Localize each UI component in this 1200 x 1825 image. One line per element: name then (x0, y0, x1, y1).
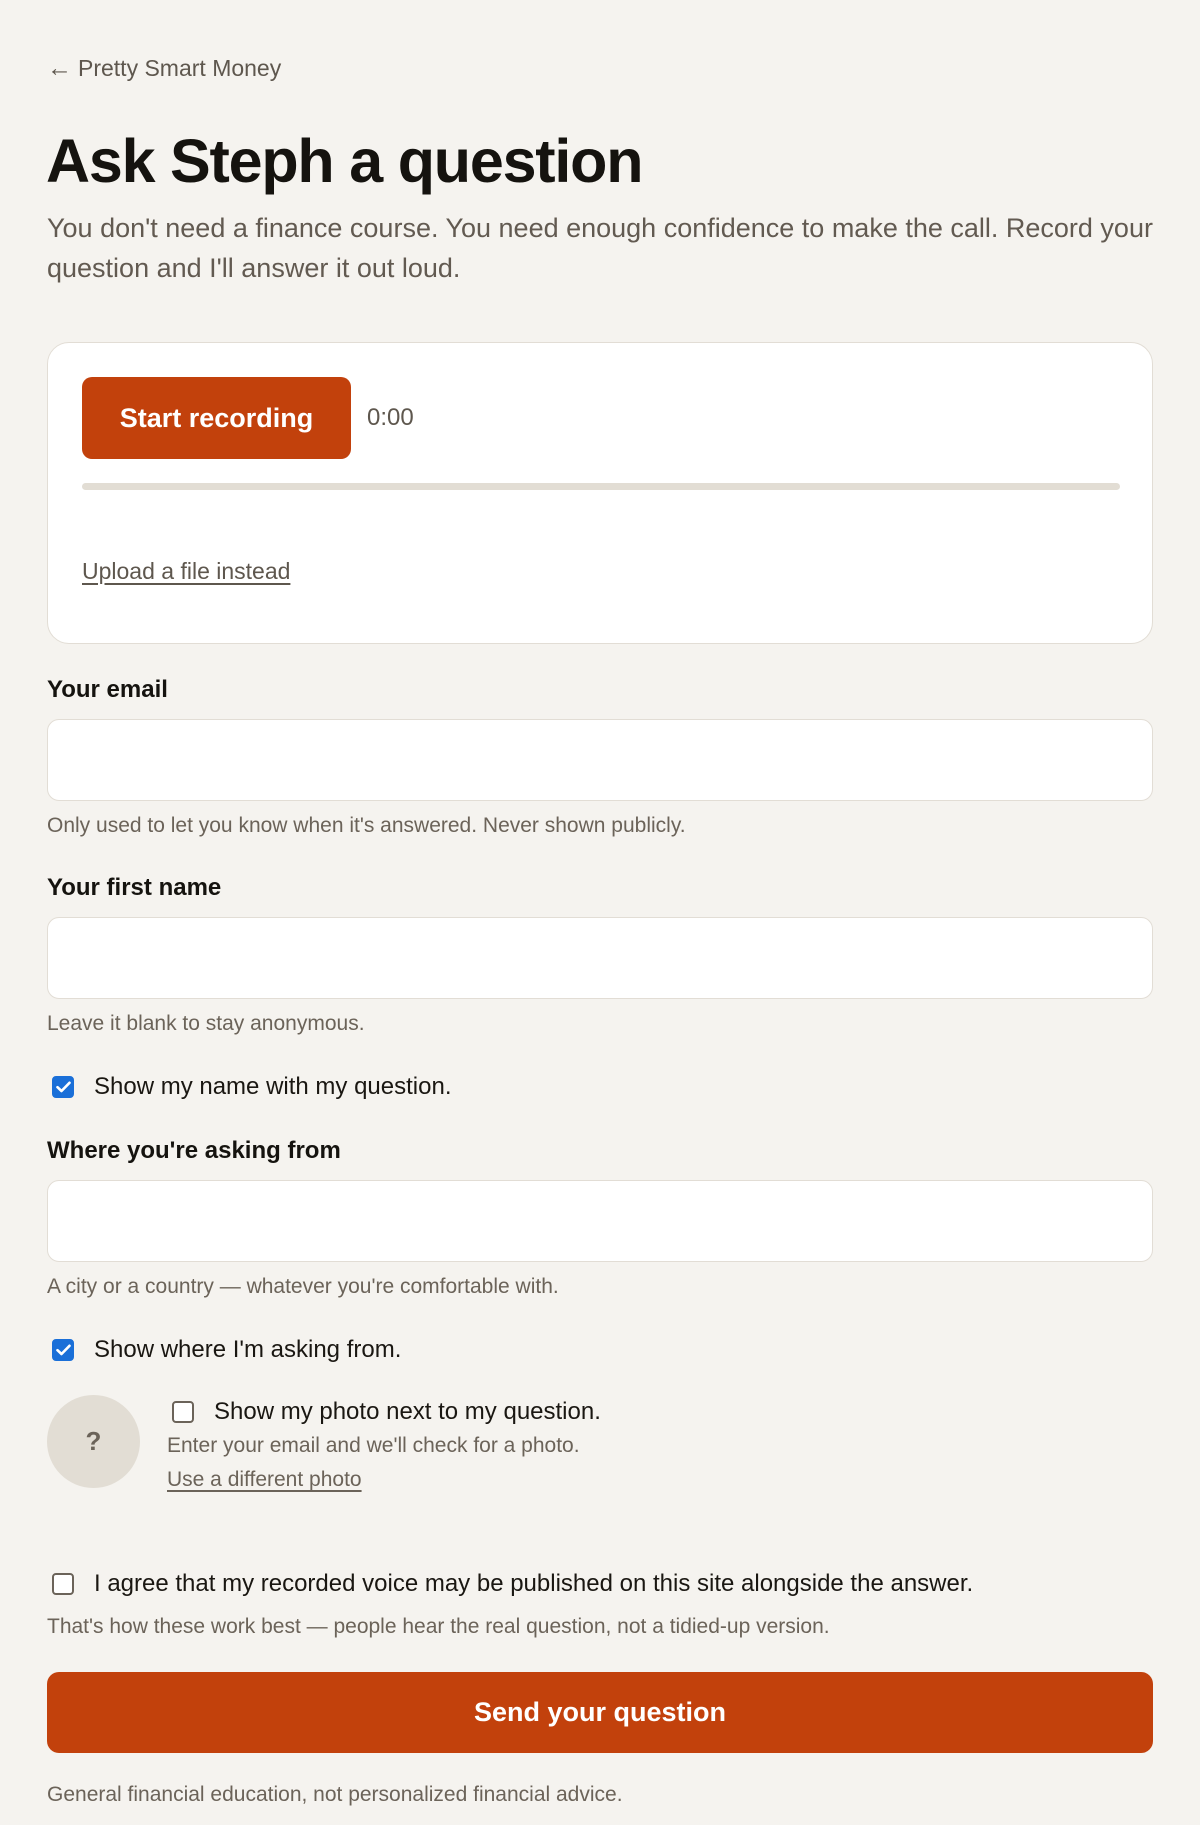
question-mark-icon: ? (85, 1426, 102, 1456)
show-name-label: Show my name with my question. (94, 1073, 452, 1100)
email-label: Your email (47, 676, 168, 703)
photo-hint: Enter your email and we'll check for a photo. (167, 1434, 580, 1457)
show-photo-option[interactable] (172, 1398, 601, 1426)
first-name-field[interactable] (47, 917, 1153, 999)
email-hint: Only used to let you know when it's answered. Never shown publicly. (47, 814, 686, 837)
avatar-placeholder (47, 1395, 140, 1488)
checkmark-icon (56, 1344, 71, 1356)
show-location-label: Show where I'm asking from. (94, 1336, 402, 1363)
consent-checkbox[interactable] (52, 1573, 74, 1595)
first-name-label: Your first name (47, 874, 222, 901)
start-recording-button[interactable]: Start recording (82, 377, 351, 459)
photo-option (167, 1398, 601, 1492)
recording-timer: 0:00 (367, 404, 414, 431)
send-question-button[interactable]: Send your question (47, 1672, 1153, 1753)
footer-disclaimer: General financial education, not personalized financial advice. (47, 1783, 623, 1806)
recording-progress-bar (82, 483, 1120, 490)
back-arrow-icon: ← (47, 54, 72, 82)
intro-text: You don't need a finance course. You need enough confidence to make the call. Record your question and I'll answer it out loud. (47, 213, 1153, 283)
page-title: Ask Steph a question (46, 127, 643, 195)
use-different-photo-link[interactable]: Use a different photo (167, 1468, 362, 1491)
location-field[interactable] (47, 1180, 1153, 1262)
back-link[interactable] (47, 54, 281, 83)
show-name-option[interactable] (52, 1073, 451, 1101)
show-location-option[interactable] (52, 1336, 401, 1364)
consent-label: I agree that my recorded voice may be published on this site alongside the answer. (94, 1570, 974, 1597)
show-photo-label: Show my photo next to my question. (214, 1398, 601, 1425)
show-photo-checkbox[interactable] (172, 1401, 194, 1423)
consent-hint: That's how these work best — people hear the real question, not a tidied-up version. (47, 1615, 830, 1638)
location-hint: A city or a country — whatever you're comfortable with. (47, 1275, 559, 1298)
checkmark-icon (56, 1081, 71, 1093)
consent-option[interactable] (52, 1570, 973, 1598)
location-label: Where you're asking from (47, 1137, 341, 1164)
show-name-checkbox[interactable] (52, 1076, 74, 1098)
upload-file-link[interactable]: Upload a file instead (82, 558, 291, 584)
back-link-label: Pretty Smart Money (78, 55, 282, 81)
recorder-card (47, 342, 1153, 644)
email-field[interactable] (47, 719, 1153, 801)
first-name-hint: Leave it blank to stay anonymous. (47, 1012, 365, 1035)
show-location-checkbox[interactable] (52, 1339, 74, 1361)
